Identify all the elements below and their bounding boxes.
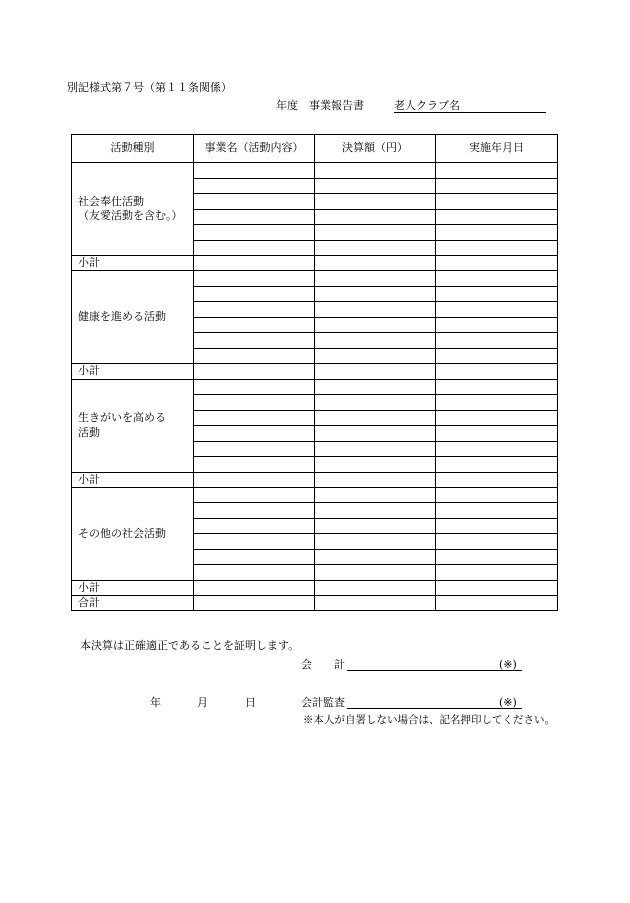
- implementation-date-cell[interactable]: [436, 379, 558, 395]
- club-name-label-text: 老人クラブ名: [394, 99, 460, 112]
- project-name-cell[interactable]: [194, 317, 315, 333]
- settlement-amount-cell[interactable]: [315, 426, 436, 442]
- implementation-date-cell[interactable]: [436, 317, 558, 333]
- club-name-label: [394, 100, 546, 113]
- implementation-date-cell[interactable]: [436, 518, 558, 534]
- implementation-date-cell[interactable]: [436, 410, 558, 426]
- subtotal-date-cell[interactable]: [436, 364, 558, 379]
- implementation-date-cell[interactable]: [436, 426, 558, 442]
- settlement-amount-cell[interactable]: [315, 271, 436, 287]
- activity-category-label: 健康を進める活動: [72, 271, 194, 364]
- project-name-cell[interactable]: [194, 163, 315, 179]
- subtotal-amount-cell[interactable]: [315, 364, 436, 379]
- subtotal-project-cell[interactable]: [194, 364, 315, 379]
- project-name-cell[interactable]: [194, 302, 315, 318]
- settlement-amount-cell[interactable]: [315, 565, 436, 581]
- project-name-cell[interactable]: [194, 348, 315, 364]
- date-year-label: 年: [150, 696, 161, 709]
- project-name-cell[interactable]: [194, 565, 315, 581]
- subtotal-label: 小計: [72, 256, 194, 271]
- implementation-date-cell[interactable]: [436, 534, 558, 550]
- settlement-amount-cell[interactable]: [315, 333, 436, 349]
- implementation-date-cell[interactable]: [436, 333, 558, 349]
- project-name-cell[interactable]: [194, 333, 315, 349]
- implementation-date-cell[interactable]: [436, 503, 558, 519]
- implementation-date-cell[interactable]: [436, 163, 558, 179]
- implementation-date-cell[interactable]: [436, 209, 558, 225]
- activity-category-label: 生きがいを高める 活動: [72, 379, 194, 472]
- header-project-name: 事業名（活動内容）: [194, 135, 315, 163]
- settlement-amount-cell[interactable]: [315, 348, 436, 364]
- subtotal-row: [72, 364, 558, 379]
- subtotal-label: 小計: [72, 472, 194, 487]
- date-month-label: 月: [197, 696, 208, 709]
- total-amount-cell[interactable]: [315, 596, 436, 611]
- project-name-cell[interactable]: [194, 379, 315, 395]
- total-date-cell[interactable]: [436, 596, 558, 611]
- subtotal-project-cell[interactable]: [194, 256, 315, 271]
- implementation-date-cell[interactable]: [436, 286, 558, 302]
- project-name-cell[interactable]: [194, 518, 315, 534]
- settlement-amount-cell[interactable]: [315, 225, 436, 241]
- subtotal-amount-cell[interactable]: [315, 256, 436, 271]
- project-name-cell[interactable]: [194, 395, 315, 411]
- settlement-amount-cell[interactable]: [315, 194, 436, 210]
- project-name-cell[interactable]: [194, 534, 315, 550]
- settlement-amount-cell[interactable]: [315, 534, 436, 550]
- implementation-date-cell[interactable]: [436, 194, 558, 210]
- project-name-cell[interactable]: [194, 209, 315, 225]
- project-name-cell[interactable]: [194, 441, 315, 457]
- settlement-amount-cell[interactable]: [315, 503, 436, 519]
- table-body: [72, 163, 558, 611]
- implementation-date-cell[interactable]: [436, 225, 558, 241]
- subtotal-date-cell[interactable]: [436, 580, 558, 595]
- implementation-date-cell[interactable]: [436, 348, 558, 364]
- subtotal-amount-cell[interactable]: [315, 580, 436, 595]
- total-project-cell[interactable]: [194, 596, 315, 611]
- header-activity-type: 活動種別: [72, 135, 194, 163]
- implementation-date-cell[interactable]: [436, 178, 558, 194]
- settlement-amount-cell[interactable]: [315, 410, 436, 426]
- project-name-cell[interactable]: [194, 286, 315, 302]
- settlement-amount-cell[interactable]: [315, 209, 436, 225]
- auditor-seal-mark: (※): [499, 696, 517, 709]
- table-row: [72, 487, 558, 503]
- subtotal-label: 小計: [72, 580, 194, 595]
- settlement-amount-cell[interactable]: [315, 395, 436, 411]
- report-title: 年度 事業報告書: [276, 99, 364, 112]
- total-row: [72, 596, 558, 611]
- settlement-amount-cell[interactable]: [315, 286, 436, 302]
- project-name-cell[interactable]: [194, 487, 315, 503]
- accountant-seal-mark: (※): [499, 658, 517, 671]
- settlement-amount-cell[interactable]: [315, 317, 436, 333]
- total-label: 合計: [72, 596, 194, 611]
- activity-category-label: その他の社会活動: [72, 487, 194, 580]
- settlement-amount-cell[interactable]: [315, 379, 436, 395]
- implementation-date-cell[interactable]: [436, 487, 558, 503]
- settlement-amount-cell[interactable]: [315, 178, 436, 194]
- signature-note: ※本人が自署しない場合は、記名押印してください。: [303, 714, 555, 726]
- project-name-cell[interactable]: [194, 178, 315, 194]
- project-name-cell[interactable]: [194, 410, 315, 426]
- table-row: [72, 163, 558, 179]
- implementation-date-cell[interactable]: [436, 441, 558, 457]
- subtotal-row: [72, 580, 558, 595]
- project-name-cell[interactable]: [194, 271, 315, 287]
- project-name-cell[interactable]: [194, 426, 315, 442]
- implementation-date-cell[interactable]: [436, 271, 558, 287]
- header-implementation-date: 実施年月日: [436, 135, 558, 163]
- activity-report-table: [71, 134, 558, 611]
- implementation-date-cell[interactable]: [436, 565, 558, 581]
- auditor-label: 会計監査: [301, 696, 345, 709]
- date-day-label: 日: [245, 696, 256, 709]
- form-reference: 別記様式第７号（第１１条関係）: [67, 81, 232, 94]
- subtotal-amount-cell[interactable]: [315, 472, 436, 487]
- club-name-field[interactable]: [394, 100, 546, 113]
- settlement-amount-cell[interactable]: [315, 441, 436, 457]
- implementation-date-cell[interactable]: [436, 240, 558, 256]
- settlement-amount-cell[interactable]: [315, 457, 436, 473]
- settlement-amount-cell[interactable]: [315, 163, 436, 179]
- header-settlement-amount: 決算額（円）: [315, 135, 436, 163]
- activity-category-label: 社会奉仕活動 （友愛活動を含む。）: [72, 163, 194, 256]
- settlement-amount-cell[interactable]: [315, 487, 436, 503]
- project-name-cell[interactable]: [194, 503, 315, 519]
- implementation-date-cell[interactable]: [436, 395, 558, 411]
- table-row: [72, 379, 558, 395]
- subtotal-project-cell[interactable]: [194, 472, 315, 487]
- project-name-cell[interactable]: [194, 549, 315, 565]
- settlement-amount-cell[interactable]: [315, 549, 436, 565]
- subtotal-date-cell[interactable]: [436, 256, 558, 271]
- implementation-date-cell[interactable]: [436, 457, 558, 473]
- project-name-cell[interactable]: [194, 457, 315, 473]
- accountant-label: 会 計: [301, 658, 345, 671]
- certification-statement: 本決算は正確適正であることを証明します。: [80, 639, 300, 652]
- implementation-date-cell[interactable]: [436, 549, 558, 565]
- table-header-row: [72, 135, 558, 163]
- subtotal-label: 小計: [72, 364, 194, 379]
- settlement-amount-cell[interactable]: [315, 518, 436, 534]
- accountant-signature-line[interactable]: [347, 658, 522, 671]
- subtotal-date-cell[interactable]: [436, 472, 558, 487]
- subtotal-row: [72, 472, 558, 487]
- project-name-cell[interactable]: [194, 240, 315, 256]
- implementation-date-cell[interactable]: [436, 302, 558, 318]
- project-name-cell[interactable]: [194, 225, 315, 241]
- project-name-cell[interactable]: [194, 194, 315, 210]
- table-row: [72, 271, 558, 287]
- settlement-amount-cell[interactable]: [315, 302, 436, 318]
- auditor-signature-line[interactable]: [347, 696, 522, 709]
- subtotal-row: [72, 256, 558, 271]
- settlement-amount-cell[interactable]: [315, 240, 436, 256]
- subtotal-project-cell[interactable]: [194, 580, 315, 595]
